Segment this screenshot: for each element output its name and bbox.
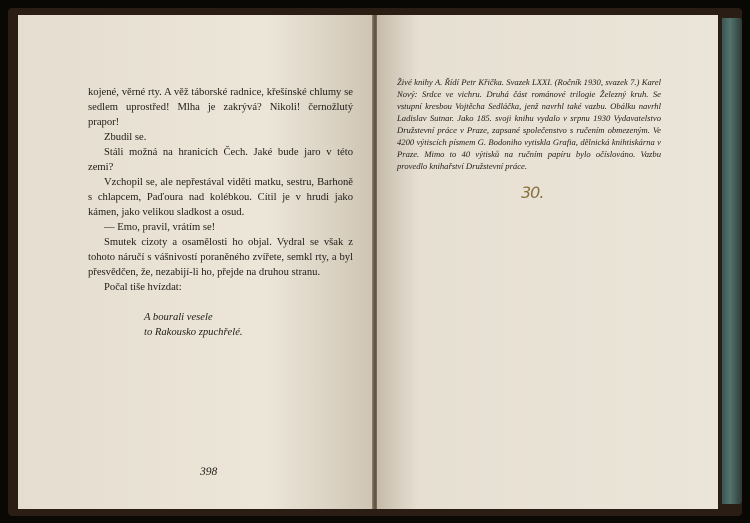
left-page-text bbox=[88, 85, 353, 340]
verse bbox=[144, 310, 353, 340]
cover-edge bbox=[722, 18, 742, 504]
verse-line: A bourali vesele bbox=[144, 312, 213, 323]
right-page bbox=[377, 15, 718, 509]
paragraph: Počal tiše hvízdat: bbox=[104, 282, 182, 293]
paragraph: Smutek cizoty a osamělosti ho objal. Vydral se však z tohoto náručí s vášnivostí poraněného zvířete, semkl rty, a byl přesvědčen, že, nezabijí-li ho, přejde na druhou stranu. bbox=[88, 237, 353, 278]
paragraph: Zbudil se. bbox=[104, 132, 147, 143]
left-page bbox=[18, 15, 373, 509]
paragraph: Stáli možná na hranicích Čech. Jaké bude jaro v této zemi? bbox=[88, 147, 353, 173]
paragraph: kojené, věrné rty. A věž táborské radnice, křešínské chlumy se sedlem uprostřed! Mlha je zakrývá? Nikoli! černožlutý prapor! bbox=[88, 87, 353, 128]
paragraph: Vzchopil se, ale nepřestával viděti matku, sestru, Barhoně s chlapcem, Paďoura nad kolébkou. Cítil je v hrudi jako kámen, jako velikou sladkost a osud. bbox=[88, 177, 353, 218]
colophon: Živé knihy A. Řídí Petr Křička. Svazek LXXI. (Ročník 1930, svazek 7.) Karel Nový: Srdce ve vichru. Druhá část románové trilogie Železný kruh. Se vstupní kresbou Vojtěcha Sedláčka, jenž navrhl také vazbu. Obálku navrhl Ladislav Sutnar. Jako 185. svoji knihu vydalo v srpnu 1930 Vydavatelstvo Družstevní práce v Praze, zapsané společenstvo s ručením obmezeným. Ve 4200 výtiscích písmem G. Bodoniho vytiskla Grafia, dělnická knihtiskárna v Praze. Mimo to 40 výtisků na ručním papíru bylo očíslováno. Vazbu provedlo knihařství Družstevní práce. bbox=[397, 77, 661, 171]
handwritten-note: 30. bbox=[521, 183, 544, 202]
page-number: 398 bbox=[200, 466, 218, 478]
paragraph: — Emo, pravil, vrátím se! bbox=[104, 222, 216, 233]
verse-line: to Rakousko zpuchřelé. bbox=[144, 327, 243, 338]
